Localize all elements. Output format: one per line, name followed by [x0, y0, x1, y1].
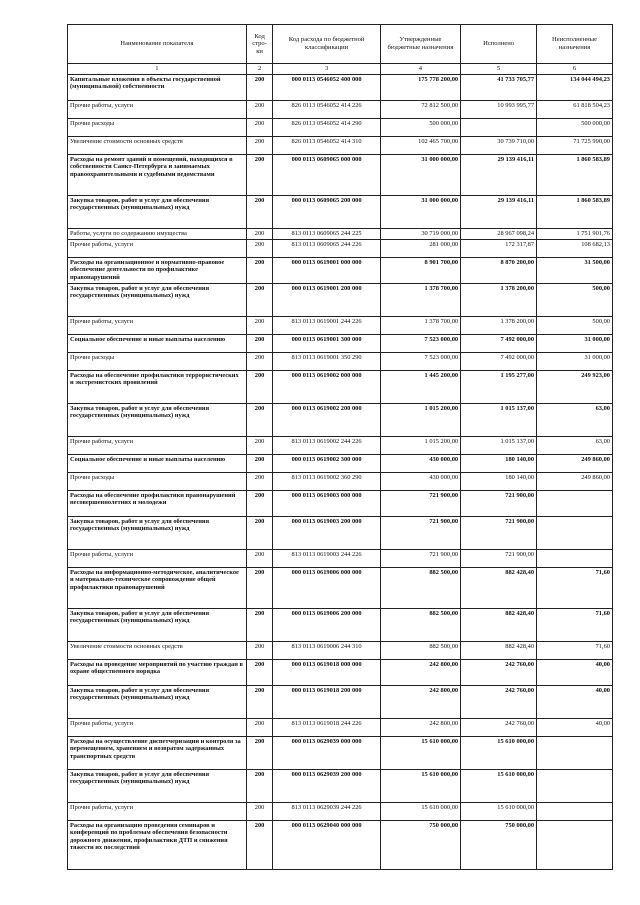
- table-row: [68, 229, 613, 240]
- row-line-code: 200: [246, 609, 273, 642]
- row-name: Расходы на организацию проведения семинаров и конференций по проблемам обеспечения безопасности дорожного движения, профилактики ДТП и снижения тяжести их последствий: [68, 821, 247, 870]
- table-row: [68, 371, 613, 404]
- row-approved: 15 610 000,00: [380, 770, 460, 803]
- row-line-code: 200: [246, 101, 273, 119]
- row-name: Прочие работы, услуги: [68, 317, 247, 335]
- row-expense-code: 000 0113 0609065 000 000: [273, 155, 380, 196]
- row-unexecuted: 63,00: [537, 404, 613, 437]
- row-unexecuted: 71 725 990,00: [537, 137, 613, 155]
- row-executed: 28 967 098,24: [461, 229, 537, 240]
- table-row: [68, 404, 613, 437]
- row-name: Закупка товаров, работ и услуг для обеспечения государственных (муниципальных) нужд: [68, 284, 247, 317]
- table-body: [68, 75, 613, 870]
- row-name: Социальное обеспечение и иные выплаты населению: [68, 335, 247, 353]
- row-name: Прочие работы, услуги: [68, 803, 247, 821]
- row-expense-code: 813 0113 0619018 244 226: [273, 719, 380, 737]
- table-row: [68, 155, 613, 196]
- row-line-code: 200: [246, 119, 273, 137]
- row-name: Капитальные вложения в объекты государственной (муниципальной) собственности: [68, 75, 247, 101]
- row-expense-code: 000 0113 0609065 200 000: [273, 196, 380, 229]
- row-name: Увеличение стоимости основных средств: [68, 137, 247, 155]
- row-line-code: 200: [246, 196, 273, 229]
- table-row: [68, 609, 613, 642]
- row-executed: 172 317,87: [461, 240, 537, 258]
- column-number-row: [68, 64, 613, 75]
- column-number: 6: [537, 64, 613, 75]
- row-name: Закупка товаров, работ и услуг для обеспечения государственных (муниципальных) нужд: [68, 404, 247, 437]
- row-unexecuted: 1 751 901,76: [537, 229, 613, 240]
- row-expense-code: 000 0113 0619003 000 000: [273, 491, 380, 517]
- row-unexecuted: 31 500,00: [537, 258, 613, 284]
- row-approved: 1 378 700,00: [380, 284, 460, 317]
- row-approved: 721 900,00: [380, 517, 460, 550]
- row-expense-code: 813 0113 0609065 244 225: [273, 229, 380, 240]
- row-expense-code: 813 0113 0609065 244 226: [273, 240, 380, 258]
- row-executed: [461, 119, 537, 137]
- row-approved: 72 812 500,00: [380, 101, 460, 119]
- row-approved: 750 000,00: [380, 821, 460, 870]
- row-approved: 721 900,00: [380, 491, 460, 517]
- row-name: Закупка товаров, работ и услуг для обеспечения государственных (муниципальных) нужд: [68, 609, 247, 642]
- row-name: Расходы на обеспечение профилактики правонарушений несовершеннолетних и молодежи: [68, 491, 247, 517]
- row-name: Социальное обеспечение и иные выплаты населению: [68, 455, 247, 473]
- row-expense-code: 000 0113 0629039 000 000: [273, 737, 380, 770]
- row-approved: 30 719 000,00: [380, 229, 460, 240]
- row-executed: 180 140,00: [461, 455, 537, 473]
- row-approved: 31 000 000,00: [380, 196, 460, 229]
- row-unexecuted: 40,00: [537, 660, 613, 686]
- column-number: 2: [246, 64, 273, 75]
- table-row: [68, 686, 613, 719]
- header-approved: Утвержденные бюджетные назначения: [380, 25, 460, 64]
- row-expense-code: 000 0113 0619001 200 000: [273, 284, 380, 317]
- row-executed: 1 015 137,00: [461, 404, 537, 437]
- row-unexecuted: 31 000,00: [537, 335, 613, 353]
- table-row: [68, 75, 613, 101]
- row-name: Закупка товаров, работ и услуг для обеспечения государственных (муниципальных) нужд: [68, 517, 247, 550]
- table-header-row: [68, 25, 613, 64]
- row-approved: 7 523 000,00: [380, 335, 460, 353]
- table-row: [68, 196, 613, 229]
- row-unexecuted: [537, 803, 613, 821]
- row-executed: 1 195 277,00: [461, 371, 537, 404]
- table-row: [68, 737, 613, 770]
- row-executed: 242 760,00: [461, 719, 537, 737]
- row-line-code: 200: [246, 371, 273, 404]
- header-executed: Исполнено: [461, 25, 537, 64]
- row-approved: 1 445 200,00: [380, 371, 460, 404]
- table-row: [68, 353, 613, 371]
- row-expense-code: 826 0113 0546052 414 290: [273, 119, 380, 137]
- row-line-code: 200: [246, 803, 273, 821]
- row-line-code: 200: [246, 240, 273, 258]
- row-expense-code: 813 0113 0619001 244 226: [273, 317, 380, 335]
- row-line-code: 200: [246, 317, 273, 335]
- table-row: [68, 101, 613, 119]
- table-row: [68, 137, 613, 155]
- row-approved: 242 800,00: [380, 719, 460, 737]
- row-unexecuted: 71,60: [537, 568, 613, 609]
- row-approved: 721 900,00: [380, 550, 460, 568]
- table-row: [68, 550, 613, 568]
- row-unexecuted: 40,00: [537, 719, 613, 737]
- row-approved: 1 015 200,00: [380, 437, 460, 455]
- row-expense-code: 813 0113 0619003 244 226: [273, 550, 380, 568]
- row-unexecuted: 71,60: [537, 642, 613, 660]
- row-unexecuted: 1 860 583,89: [537, 155, 613, 196]
- row-line-code: 200: [246, 660, 273, 686]
- row-expense-code: 000 0113 0619002 300 000: [273, 455, 380, 473]
- row-executed: 180 140,00: [461, 473, 537, 491]
- row-line-code: 200: [246, 737, 273, 770]
- row-name: Закупка товаров, работ и услуг для обеспечения государственных (муниципальных) нужд: [68, 686, 247, 719]
- row-line-code: 200: [246, 284, 273, 317]
- row-executed: 30 739 710,00: [461, 137, 537, 155]
- column-number: 5: [461, 64, 537, 75]
- row-line-code: 200: [246, 770, 273, 803]
- row-expense-code: 000 0113 0619006 200 000: [273, 609, 380, 642]
- row-expense-code: 000 0113 0619018 200 000: [273, 686, 380, 719]
- row-executed: 1 378 200,00: [461, 317, 537, 335]
- header-line-code: Код стро- ки: [246, 25, 273, 64]
- row-unexecuted: 40,00: [537, 686, 613, 719]
- row-line-code: 200: [246, 821, 273, 870]
- row-line-code: 200: [246, 642, 273, 660]
- row-expense-code: 000 0113 0619003 200 000: [273, 517, 380, 550]
- row-executed: 1 378 200,00: [461, 284, 537, 317]
- row-name: Расходы на информационно-методическое, аналитическое и материально-техническое сопровождение общей профилактики правонарушений: [68, 568, 247, 609]
- row-expense-code: 813 0113 0619002 360 290: [273, 473, 380, 491]
- row-unexecuted: 1 860 583,89: [537, 196, 613, 229]
- table-row: [68, 770, 613, 803]
- row-approved: 175 778 200,00: [380, 75, 460, 101]
- header-expense-code: Код расхода по бюджетной классификации: [273, 25, 380, 64]
- row-approved: 15 610 000,00: [380, 737, 460, 770]
- row-expense-code: 000 0113 0629040 000 000: [273, 821, 380, 870]
- table-row: [68, 335, 613, 353]
- table-row: [68, 821, 613, 870]
- column-number: 3: [273, 64, 380, 75]
- row-approved: 882 500,00: [380, 568, 460, 609]
- row-line-code: 200: [246, 686, 273, 719]
- row-unexecuted: 500 000,00: [537, 119, 613, 137]
- row-executed: 242 760,00: [461, 686, 537, 719]
- row-name: Прочие работы, услуги: [68, 550, 247, 568]
- table-row: [68, 258, 613, 284]
- row-line-code: 200: [246, 353, 273, 371]
- row-unexecuted: 500,00: [537, 284, 613, 317]
- row-expense-code: 813 0113 0619001 350 290: [273, 353, 380, 371]
- row-unexecuted: [537, 517, 613, 550]
- row-line-code: 200: [246, 437, 273, 455]
- row-executed: 7 492 000,00: [461, 335, 537, 353]
- table-row: [68, 803, 613, 821]
- row-approved: 430 000,00: [380, 455, 460, 473]
- row-executed: 7 492 000,00: [461, 353, 537, 371]
- row-name: Прочие работы, услуги: [68, 719, 247, 737]
- row-executed: 882 428,40: [461, 568, 537, 609]
- row-expense-code: 000 0113 0619002 000 000: [273, 371, 380, 404]
- row-line-code: 200: [246, 258, 273, 284]
- row-expense-code: 826 0113 0546052 414 310: [273, 137, 380, 155]
- row-line-code: 200: [246, 137, 273, 155]
- header-name: Наименование показателя: [68, 25, 247, 64]
- row-unexecuted: [537, 550, 613, 568]
- row-approved: 882 500,00: [380, 642, 460, 660]
- row-expense-code: 000 0113 0546052 400 000: [273, 75, 380, 101]
- row-name: Работы, услуги по содержанию имущества: [68, 229, 247, 240]
- budget-execution-table: [67, 24, 613, 870]
- row-line-code: 200: [246, 75, 273, 101]
- row-expense-code: 813 0113 0629039 244 226: [273, 803, 380, 821]
- row-approved: 1 378 700,00: [380, 317, 460, 335]
- row-unexecuted: 63,00: [537, 437, 613, 455]
- row-approved: 430 000,00: [380, 473, 460, 491]
- row-executed: 10 993 995,77: [461, 101, 537, 119]
- column-number: 4: [380, 64, 460, 75]
- table-row: [68, 437, 613, 455]
- row-approved: 1 015 200,00: [380, 404, 460, 437]
- row-unexecuted: 249 860,00: [537, 473, 613, 491]
- row-executed: 882 428,40: [461, 609, 537, 642]
- row-executed: 750 000,00: [461, 821, 537, 870]
- row-name: Расходы на организационное и нормативно-правовое обеспечение деятельности по профилактике правонарушений: [68, 258, 247, 284]
- row-line-code: 200: [246, 550, 273, 568]
- row-unexecuted: 61 818 504,23: [537, 101, 613, 119]
- table-row: [68, 642, 613, 660]
- table-row: [68, 284, 613, 317]
- row-name: Прочие работы, услуги: [68, 240, 247, 258]
- row-name: Расходы на ремонт зданий и помещений, находящихся в собственности Санкт-Петербурга и занимаемых правоохранительными и судебными ведомствами: [68, 155, 247, 196]
- row-unexecuted: [537, 491, 613, 517]
- table-row: [68, 719, 613, 737]
- table-row: [68, 473, 613, 491]
- row-executed: 41 733 705,77: [461, 75, 537, 101]
- table-row: [68, 119, 613, 137]
- row-name: Прочие расходы: [68, 353, 247, 371]
- table-row: [68, 317, 613, 335]
- row-name: Расходы на обеспечение профилактики террористических и экстремистских проявлений: [68, 371, 247, 404]
- row-name: Прочие работы, услуги: [68, 101, 247, 119]
- row-unexecuted: 108 682,13: [537, 240, 613, 258]
- row-executed: 15 610 000,00: [461, 737, 537, 770]
- row-expense-code: 000 0113 0619006 000 000: [273, 568, 380, 609]
- row-name: Расходы на проведение мероприятий по участию граждан в охране общественного порядка: [68, 660, 247, 686]
- row-expense-code: 813 0113 0619002 244 226: [273, 437, 380, 455]
- row-line-code: 200: [246, 719, 273, 737]
- table-row: [68, 568, 613, 609]
- row-executed: 721 900,00: [461, 491, 537, 517]
- row-unexecuted: [537, 821, 613, 870]
- row-line-code: 200: [246, 335, 273, 353]
- row-unexecuted: 500,00: [537, 317, 613, 335]
- table-row: [68, 455, 613, 473]
- row-approved: 882 500,00: [380, 609, 460, 642]
- row-executed: 242 760,00: [461, 660, 537, 686]
- row-unexecuted: 249 860,00: [537, 455, 613, 473]
- row-unexecuted: [537, 770, 613, 803]
- row-executed: 882 428,40: [461, 642, 537, 660]
- row-line-code: 200: [246, 229, 273, 240]
- row-unexecuted: 249 923,00: [537, 371, 613, 404]
- row-executed: 721 900,00: [461, 550, 537, 568]
- row-name: Закупка товаров, работ и услуг для обеспечения государственных (муниципальных) нужд: [68, 770, 247, 803]
- row-expense-code: 000 0113 0619001 000 000: [273, 258, 380, 284]
- row-line-code: 200: [246, 155, 273, 196]
- row-line-code: 200: [246, 568, 273, 609]
- row-line-code: 200: [246, 455, 273, 473]
- table-row: [68, 240, 613, 258]
- row-approved: 102 465 700,00: [380, 137, 460, 155]
- row-expense-code: 826 0113 0546052 414 226: [273, 101, 380, 119]
- row-approved: 31 000 000,00: [380, 155, 460, 196]
- row-expense-code: 000 0113 0629039 200 000: [273, 770, 380, 803]
- row-executed: 721 900,00: [461, 517, 537, 550]
- row-name: Закупка товаров, работ и услуг для обеспечения государственных (муниципальных) нужд: [68, 196, 247, 229]
- row-expense-code: 000 0113 0619002 200 000: [273, 404, 380, 437]
- row-expense-code: 000 0113 0619018 000 000: [273, 660, 380, 686]
- row-unexecuted: 134 044 494,23: [537, 75, 613, 101]
- row-executed: 8 870 200,00: [461, 258, 537, 284]
- row-approved: 15 610 000,00: [380, 803, 460, 821]
- row-approved: 242 800,00: [380, 686, 460, 719]
- header-unexecuted: Неисполненные назначения: [537, 25, 613, 64]
- row-line-code: 200: [246, 404, 273, 437]
- row-expense-code: 813 0113 0619006 244 310: [273, 642, 380, 660]
- row-approved: 8 901 700,00: [380, 258, 460, 284]
- column-number: 1: [68, 64, 247, 75]
- row-approved: 281 000,00: [380, 240, 460, 258]
- row-unexecuted: [537, 737, 613, 770]
- table-row: [68, 517, 613, 550]
- row-unexecuted: 31 000,00: [537, 353, 613, 371]
- row-line-code: 200: [246, 491, 273, 517]
- table-row: [68, 660, 613, 686]
- row-name: Увеличение стоимости основных средств: [68, 642, 247, 660]
- row-executed: 29 139 416,11: [461, 196, 537, 229]
- row-name: Прочие расходы: [68, 473, 247, 491]
- row-expense-code: 000 0113 0619001 300 000: [273, 335, 380, 353]
- row-name: Прочие расходы: [68, 119, 247, 137]
- row-line-code: 200: [246, 517, 273, 550]
- row-executed: 15 610 000,00: [461, 770, 537, 803]
- row-approved: 7 523 000,00: [380, 353, 460, 371]
- row-approved: 242 800,00: [380, 660, 460, 686]
- table-row: [68, 491, 613, 517]
- row-name: Прочие работы, услуги: [68, 437, 247, 455]
- row-unexecuted: 71,60: [537, 609, 613, 642]
- row-line-code: 200: [246, 473, 273, 491]
- row-approved: 500 000,00: [380, 119, 460, 137]
- row-executed: 15 610 000,00: [461, 803, 537, 821]
- row-executed: 29 139 416,11: [461, 155, 537, 196]
- row-name: Расходы на осуществление диспетчеризации и контроля за перемещением, хранением и возвратом задержанных транспортных средств: [68, 737, 247, 770]
- row-executed: 1 015 137,00: [461, 437, 537, 455]
